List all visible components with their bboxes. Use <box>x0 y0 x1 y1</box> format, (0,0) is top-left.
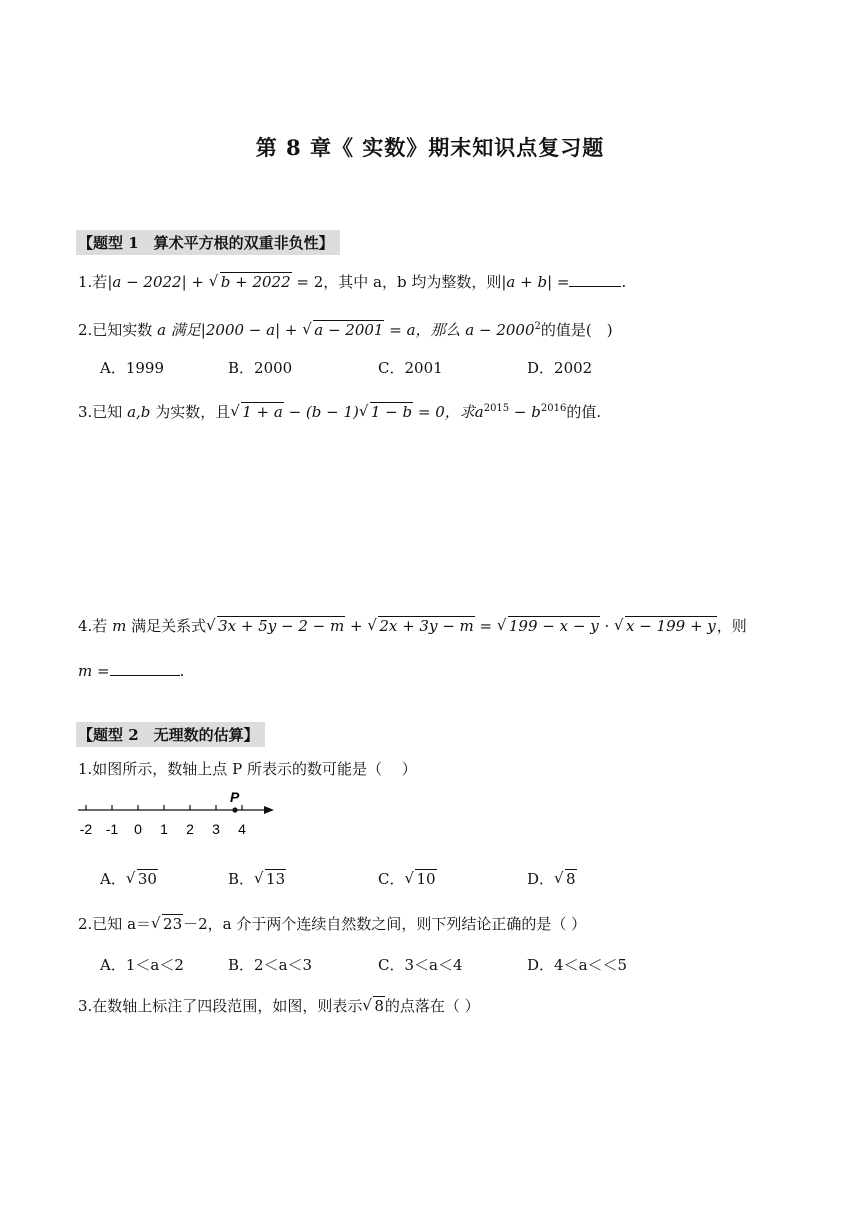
option-2-1-b: B．√ 13 <box>228 869 286 889</box>
sqrt-symbol: √ 8 <box>362 996 385 1016</box>
option-2-2-b: B．2＜a＜3 <box>228 956 313 974</box>
question-2-1: 1.如图所示，数轴上点 P 所表示的数可能是（ ） <box>78 760 417 778</box>
option-2-1-c: C．√ 10 <box>378 869 437 889</box>
sqrt-symbol: √ b + 2022 <box>209 272 292 292</box>
sqrt-symbol: √ x − 199 + y <box>614 616 717 636</box>
option-2-1-a: A．√ 30 <box>100 869 158 889</box>
sqrt-symbol: √ 3x + 5y − 2 − m <box>206 616 345 636</box>
sqrt-symbol: √ 1 − b <box>359 402 413 422</box>
answer-blank <box>110 661 180 676</box>
tick-label: 0 <box>134 821 142 837</box>
option-2-1-d: D．√ 8 <box>527 869 577 889</box>
question-2-2: 2.已知 a＝√ 23－2，a 介于两个连续自然数之间，则下列结论正确的是（ ） <box>78 914 586 934</box>
tick-label: 4 <box>238 821 246 837</box>
tick-label: -1 <box>105 821 119 837</box>
sqrt-symbol: √ 2x + 3y − m <box>367 616 474 636</box>
point-p <box>232 807 237 812</box>
tick-label: -2 <box>79 821 93 837</box>
point-p-label: P <box>230 789 240 805</box>
tick-label: 1 <box>160 821 168 837</box>
sqrt-symbol: √ 1 + a <box>230 402 284 422</box>
tick-label: 2 <box>186 821 194 837</box>
option-1-2-d: D．2002 <box>527 359 593 377</box>
section-1-heading: 【题型 1 算术平方根的双重非负性】 <box>76 230 340 255</box>
question-1-1: 1.若|a − 2022| + √ b + 2022 = 2，其中 a，b 均为整数，则|a + b| = . <box>78 272 626 292</box>
number-line-figure <box>72 788 282 844</box>
option-1-2-a: A．1999 <box>100 359 165 377</box>
question-1-2: 2.已知实数 a 满足|2000 − a| + √ a − 2001 = a，那么 $a - 2000^2$的值是( ) <box>78 317 613 340</box>
question-1-3: 3.已知 a,b 为实数，且√ 1 + a − (b − 1)√ 1 − b = 0，求$a^{2015} - b^{2016}$的值. <box>78 399 601 422</box>
page-title: 第 8 章《 实数》期末知识点复习题 <box>255 135 605 160</box>
question-2-3: 3.在数轴上标注了四段范围，如图，则表示√ 8的点落在（ ） <box>78 996 480 1016</box>
option-2-2-a: A．1＜a＜2 <box>100 956 184 974</box>
question-1-4: 4.若 m 满足关系式√ 3x + 5y − 2 − m + √ 2x + 3y − m = √ 199 − x − y · √ x − 199 + y，则 <box>78 616 747 636</box>
sqrt-symbol: √ a − 2001 <box>302 320 384 340</box>
section-2-heading: 【题型 2 无理数的估算】 <box>76 722 265 747</box>
option-2-2-c: C．3＜a＜4 <box>378 956 463 974</box>
tick-label: 3 <box>212 821 220 837</box>
option-1-2-c: C．2001 <box>378 359 443 377</box>
sqrt-symbol: √ 23 <box>151 914 183 934</box>
option-1-2-b: B．2000 <box>228 359 293 377</box>
question-1-4-answer-line: m = . <box>78 662 185 680</box>
sqrt-symbol: √ 199 − x − y <box>497 616 600 636</box>
answer-blank <box>569 272 621 287</box>
option-2-2-d: D．4＜a＜＜5 <box>527 956 628 974</box>
arrow-icon <box>264 806 274 814</box>
